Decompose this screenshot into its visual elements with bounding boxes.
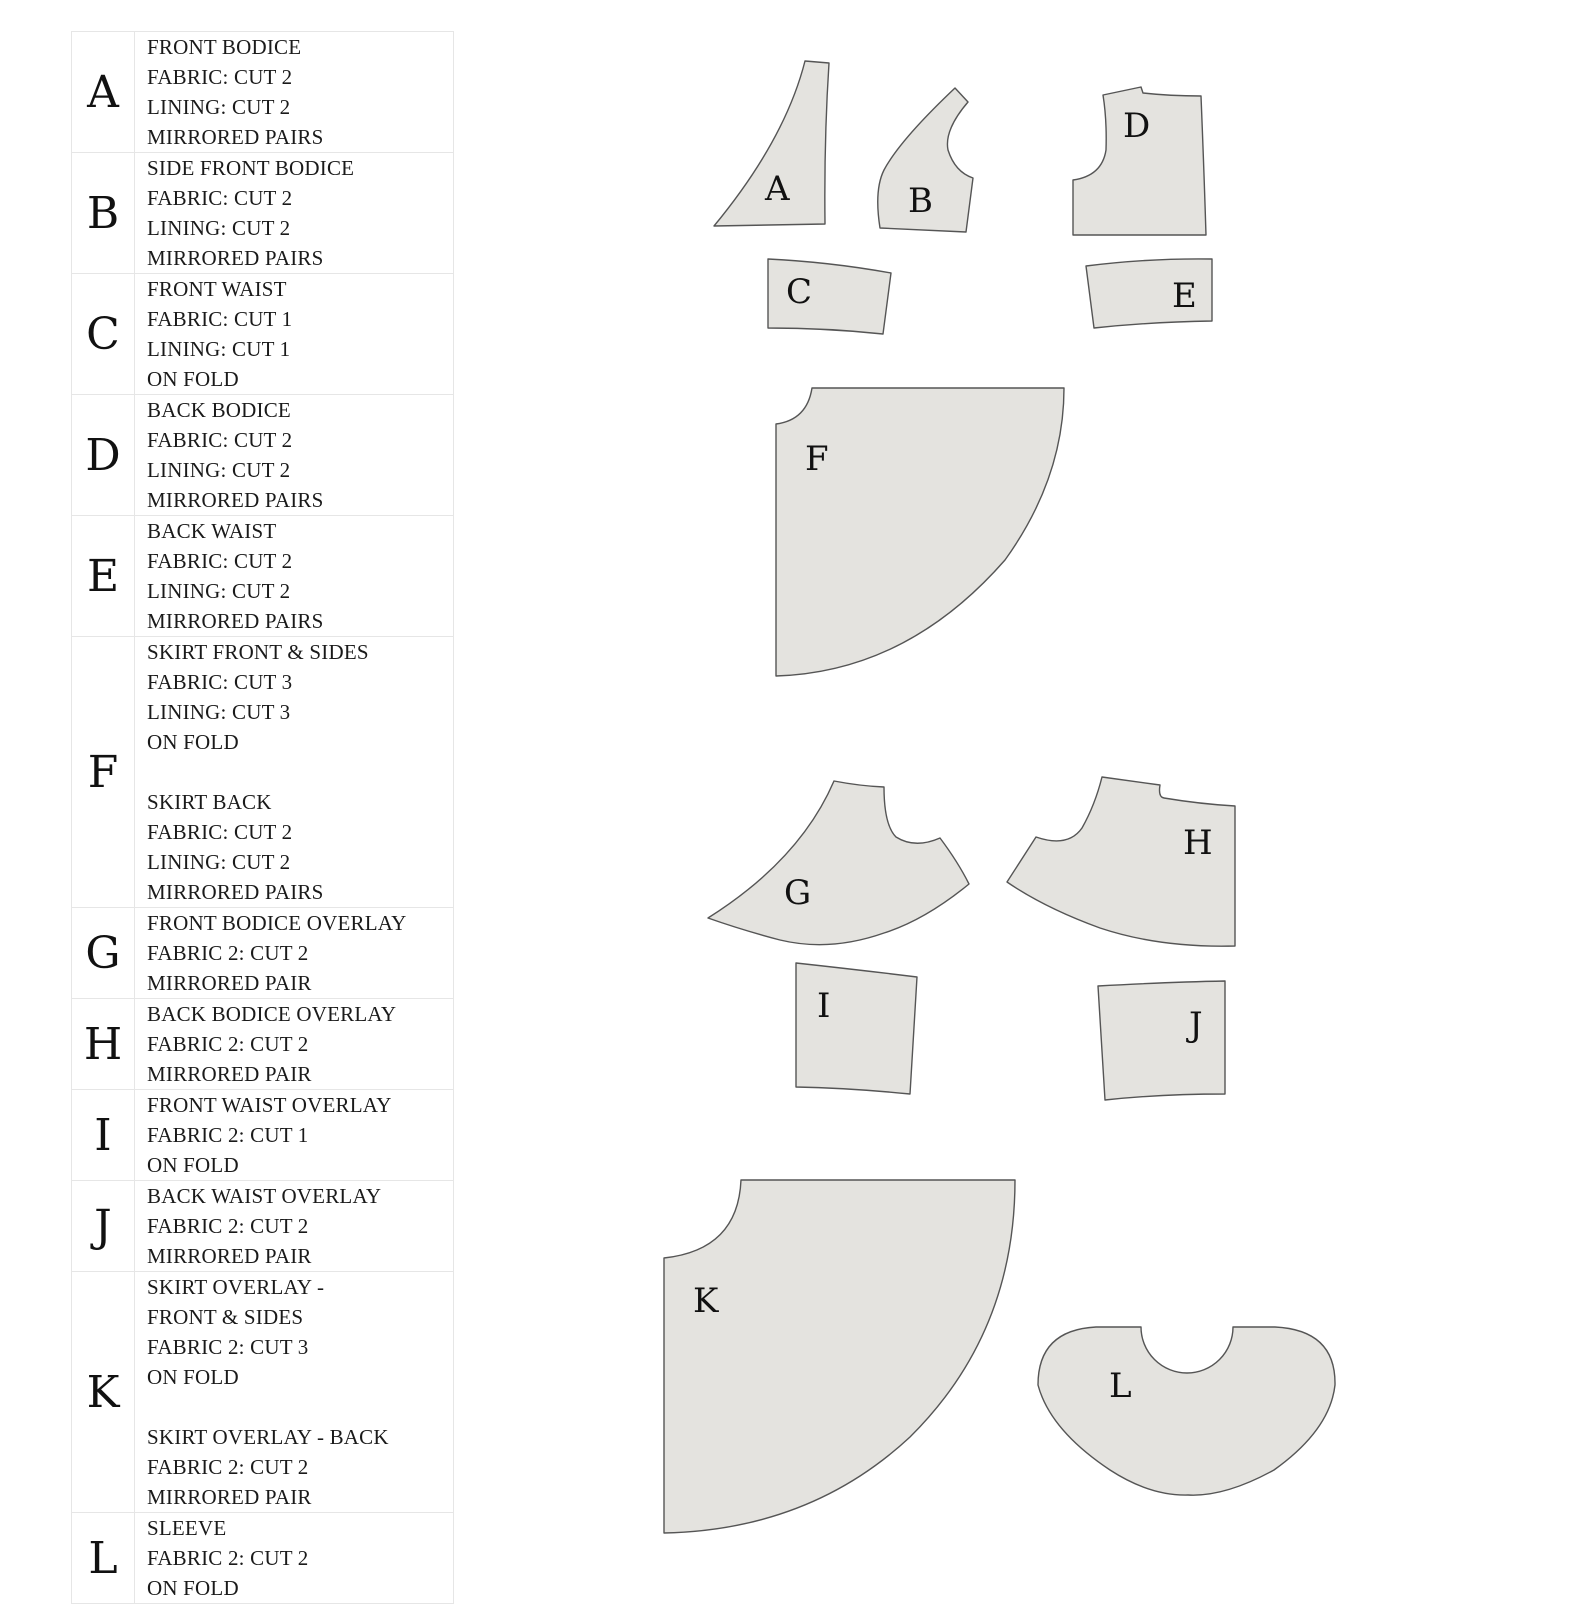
instruction-line: BACK BODICE (147, 398, 291, 422)
instruction-line: FABRIC 2: CUT 2 (147, 941, 309, 965)
pattern-piece-c (768, 259, 891, 334)
instruction-line: SKIRT BACK (147, 790, 272, 814)
piece-label-i: I (817, 986, 831, 1026)
instruction-line: SKIRT OVERLAY - BACK (147, 1425, 389, 1449)
piece-label-l: L (1109, 1366, 1132, 1406)
instruction-line: LINING: CUT 2 (147, 95, 291, 119)
pattern-piece-k (664, 1180, 1015, 1533)
instruction-line: FABRIC: CUT 3 (147, 670, 293, 694)
piece-label-g: G (784, 873, 812, 913)
instruction-line: LINING: CUT 2 (147, 458, 291, 482)
instruction-line: FABRIC 2: CUT 2 (147, 1455, 309, 1479)
instruction-line: LINING: CUT 2 (147, 850, 291, 874)
piece-letter: G (72, 908, 135, 999)
piece-letter: J (72, 1181, 135, 1272)
instruction-line: FABRIC 2: CUT 2 (147, 1546, 309, 1570)
piece-letter: L (72, 1513, 135, 1604)
piece-label-d: D (1123, 106, 1151, 146)
piece-letter: F (72, 637, 135, 908)
piece-letter: H (72, 999, 135, 1090)
instruction-line: FABRIC 2: CUT 3 (147, 1335, 309, 1359)
pattern-piece-i (796, 963, 917, 1094)
piece-label-a: A (765, 169, 790, 209)
piece-letter: A (72, 32, 135, 153)
instruction-line: ON FOLD (147, 730, 239, 754)
piece-letter: K (72, 1272, 135, 1513)
instruction-line: BACK WAIST (147, 519, 277, 543)
instruction-line: MIRRORED PAIR (147, 1485, 312, 1509)
instruction-line: MIRRORED PAIRS (147, 880, 324, 904)
instruction-line: MIRRORED PAIR (147, 971, 312, 995)
pattern-piece-h (1007, 777, 1235, 946)
instruction-line: FABRIC: CUT 2 (147, 428, 293, 452)
piece-letter: B (72, 153, 135, 274)
piece-label-h: H (1183, 823, 1213, 863)
piece-label-b: B (908, 181, 933, 221)
piece-label-f: F (805, 439, 829, 479)
piece-letter: E (72, 516, 135, 637)
pattern-piece-b (878, 88, 973, 232)
instruction-line: FABRIC: CUT 1 (147, 307, 293, 331)
instruction-line: MIRRORED PAIRS (147, 609, 324, 633)
pattern-piece-f (776, 388, 1064, 676)
instruction-line: FABRIC 2: CUT 1 (147, 1123, 309, 1147)
instruction-line: FRONT BODICE (147, 35, 302, 59)
pattern-piece-e (1086, 259, 1212, 328)
instruction-line: FRONT & SIDES (147, 1305, 304, 1329)
instruction-line: ON FOLD (147, 1576, 239, 1600)
piece-label-k: K (693, 1281, 719, 1321)
piece-letter: D (72, 395, 135, 516)
instruction-line: SKIRT FRONT & SIDES (147, 640, 369, 664)
instruction-line: SLEEVE (147, 1516, 227, 1540)
instruction-line: FABRIC: CUT 2 (147, 820, 293, 844)
instruction-line: ON FOLD (147, 367, 239, 391)
instruction-line: LINING: CUT 2 (147, 216, 291, 240)
instruction-line: LINING: CUT 3 (147, 700, 291, 724)
instruction-line: BACK BODICE OVERLAY (147, 1002, 397, 1026)
instruction-line: SIDE FRONT BODICE (147, 156, 355, 180)
instruction-line: FRONT WAIST OVERLAY (147, 1093, 392, 1117)
instruction-line: FABRIC: CUT 2 (147, 65, 293, 89)
instruction-line: LINING: CUT 2 (147, 579, 291, 603)
instruction-line: FABRIC 2: CUT 2 (147, 1214, 309, 1238)
instruction-line: FABRIC: CUT 2 (147, 186, 293, 210)
instruction-line: MIRRORED PAIRS (147, 246, 324, 270)
pattern-piece-a (714, 61, 829, 226)
instruction-line: BACK WAIST OVERLAY (147, 1184, 382, 1208)
instruction-line: MIRRORED PAIRS (147, 488, 324, 512)
piece-label-e: E (1172, 276, 1197, 316)
instruction-line: FRONT BODICE OVERLAY (147, 911, 407, 935)
instruction-line: FRONT WAIST (147, 277, 287, 301)
instruction-line: SKIRT OVERLAY - (147, 1275, 325, 1299)
piece-letter: C (72, 274, 135, 395)
instruction-line: MIRRORED PAIR (147, 1062, 312, 1086)
instruction-line: ON FOLD (147, 1365, 239, 1389)
pattern-piece-l (1038, 1327, 1335, 1495)
pattern-piece-j (1098, 981, 1225, 1100)
pattern-piece-d (1073, 87, 1206, 235)
piece-label-j: J (1189, 1005, 1203, 1045)
instruction-line: ON FOLD (147, 1153, 239, 1177)
instruction-line: LINING: CUT 1 (147, 337, 291, 361)
instruction-line: FABRIC 2: CUT 2 (147, 1032, 309, 1056)
instruction-line: MIRRORED PAIRS (147, 125, 324, 149)
piece-label-c: C (786, 272, 813, 312)
instruction-line: MIRRORED PAIR (147, 1244, 312, 1268)
piece-letter: I (72, 1090, 135, 1181)
instruction-line: FABRIC: CUT 2 (147, 549, 293, 573)
pattern-piece-g (708, 781, 969, 945)
